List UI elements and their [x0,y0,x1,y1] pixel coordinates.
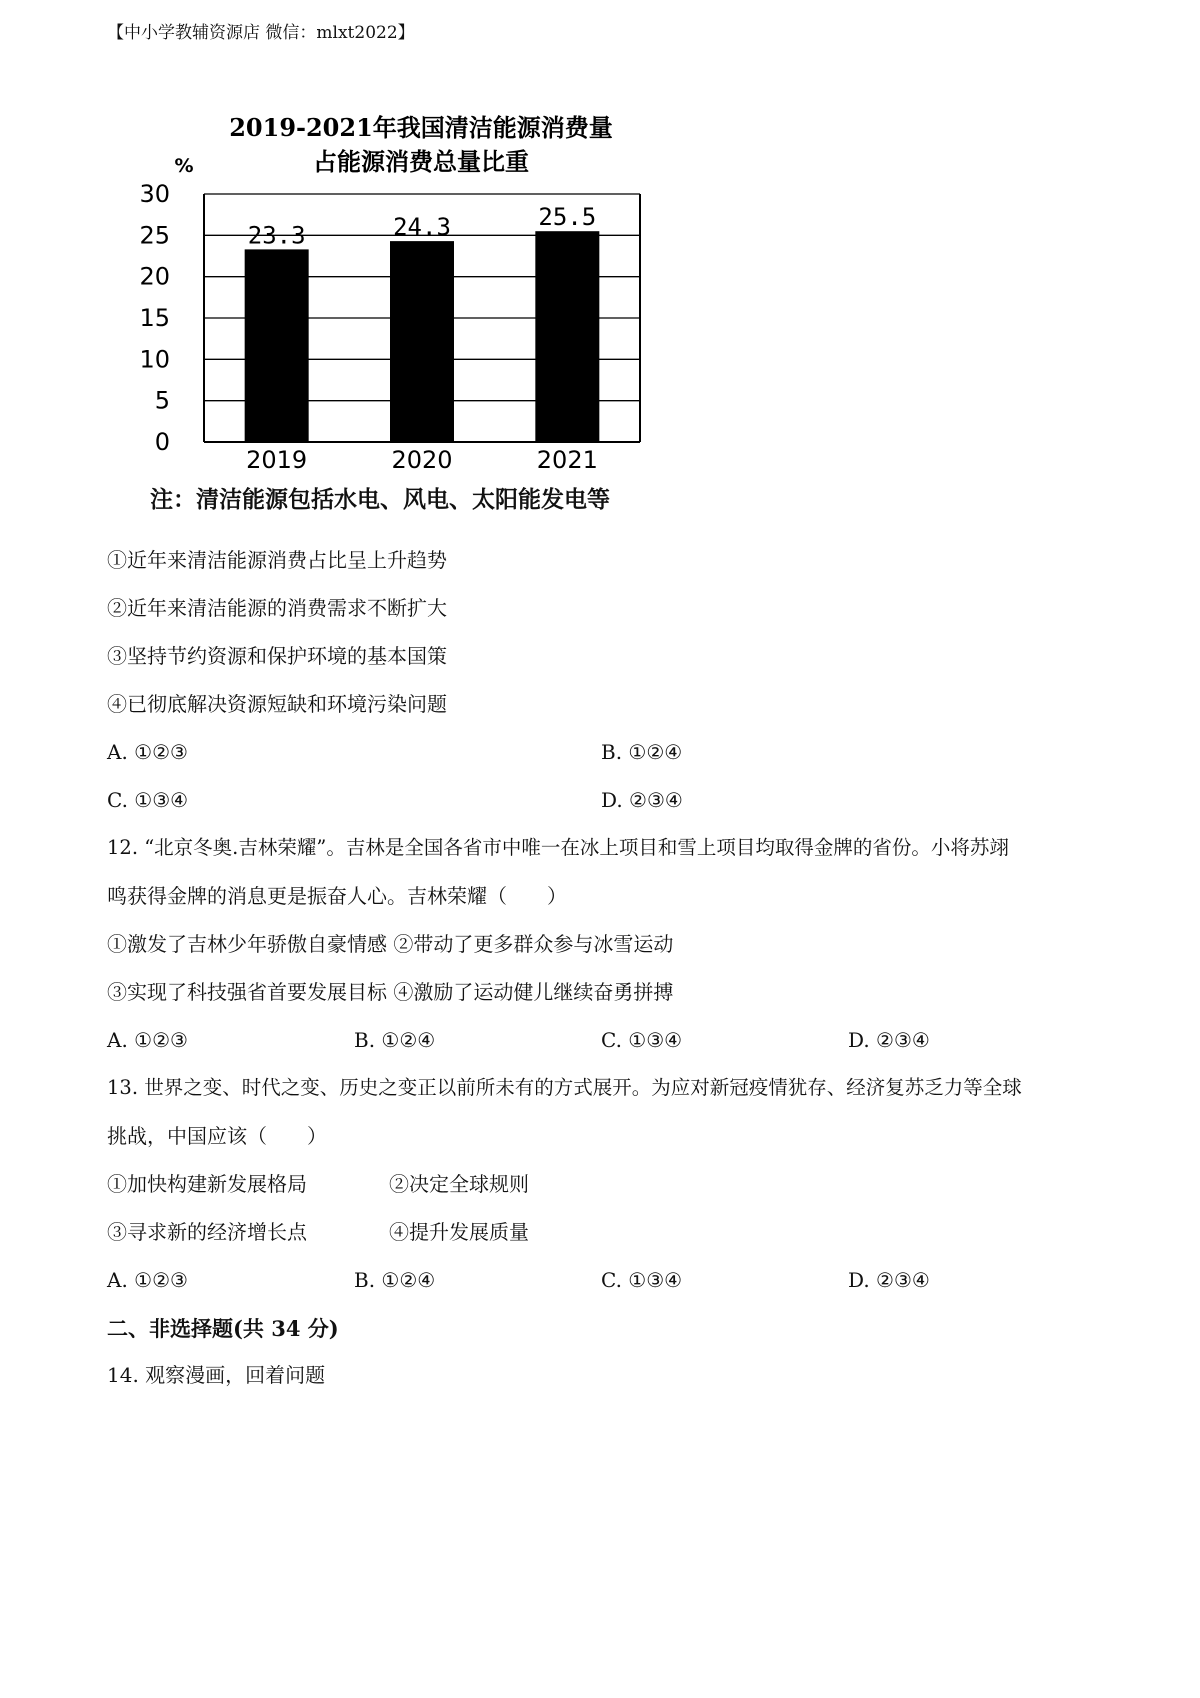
clean-energy-bar-chart [130,108,650,478]
q13-stem-line-2: 挑战，中国应该（ ） [107,1124,327,1148]
bar-2020 [390,241,454,442]
source-header: 【中小学教辅资源店 微信：mlxt2022】 [107,23,415,43]
chart-title-line-1: 2019-2021年我国清洁能源消费量 [229,113,613,142]
section-2-title: 二、非选择题(共 34 分) [107,1316,339,1341]
y-tick-label: 0 [154,428,170,456]
bar-2021 [535,231,599,442]
q12-choice-a[interactable]: A. ①②③ [107,1028,188,1052]
q12-choice-d[interactable]: D. ②③④ [848,1028,930,1052]
q13-option-3: ③寻求新的经济增长点 [107,1220,307,1244]
q11-option-3: ③坚持节约资源和保护环境的基本国策 [107,644,447,668]
q14-stem: 14. 观察漫画，回着问题 [107,1363,326,1387]
y-tick-label: 10 [139,345,170,374]
q12-options-line-1: ①激发了吉林少年骄傲自豪情感 ②带动了更多群众参与冰雪运动 [107,932,674,956]
q11-choice-a[interactable]: A. ①②③ [107,740,188,764]
q11-choice-b[interactable]: B. ①②④ [601,740,683,764]
q12-options-line-2: ③实现了科技强省首要发展目标 ④激励了运动健儿继续奋勇拼搏 [107,980,674,1004]
x-tick-label-2019: 2019 [246,446,308,474]
q13-choice-a[interactable]: A. ①②③ [107,1268,188,1292]
chart-note: 注：清洁能源包括水电、风电、太阳能发电等 [150,486,610,513]
bar-2019 [245,249,309,442]
q11-choice-c[interactable]: C. ①③④ [107,788,189,812]
q13-choice-c[interactable]: C. ①③④ [601,1268,683,1292]
q11-option-1: ①近年来清洁能源消费占比呈上升趋势 [107,548,447,572]
y-axis-unit: % [174,155,194,177]
y-tick-label: 5 [154,386,170,415]
q11-option-4: ④已彻底解决资源短缺和环境污染问题 [107,692,447,716]
q11-choice-d[interactable]: D. ②③④ [601,788,683,812]
q13-option-4: ④提升发展质量 [389,1220,529,1244]
q13-choice-b[interactable]: B. ①②④ [354,1268,436,1292]
y-tick-label: 20 [139,262,170,291]
chart-title-line-2: 占能源消费总量比重 [313,147,529,176]
x-tick-label-2020: 2020 [391,446,453,474]
q13-choice-d[interactable]: D. ②③④ [848,1268,930,1292]
q12-stem-line-1: 12. “北京冬奥.吉林荣耀”。吉林是全国各省市中唯一在冰上项目和雪上项目均取得金牌的省份。小将苏翊 [107,836,1009,859]
q12-stem-line-2: 鸣获得金牌的消息更是振奋人心。吉林荣耀（ ） [107,884,567,908]
data-label-2019: 23.3 [247,221,306,250]
y-tick-label: 30 [139,180,170,208]
x-tick-label-2021: 2021 [536,446,598,474]
q13-option-1: ①加快构建新发展格局 [107,1172,307,1196]
q12-choice-b[interactable]: B. ①②④ [354,1028,436,1052]
q13-stem-line-1: 13. 世界之变、时代之变、历史之变正以前所未有的方式展开。为应对新冠疫情犹存、经济复苏乏力等全球 [107,1076,1022,1099]
q11-option-2: ②近年来清洁能源的消费需求不断扩大 [107,596,447,620]
y-tick-label: 25 [139,221,170,250]
q13-option-2: ②决定全球规则 [389,1172,529,1196]
data-label-2021: 25.5 [538,203,597,232]
q12-choice-c[interactable]: C. ①③④ [601,1028,683,1052]
y-tick-label: 15 [139,304,170,332]
data-label-2020: 24.3 [393,213,451,242]
